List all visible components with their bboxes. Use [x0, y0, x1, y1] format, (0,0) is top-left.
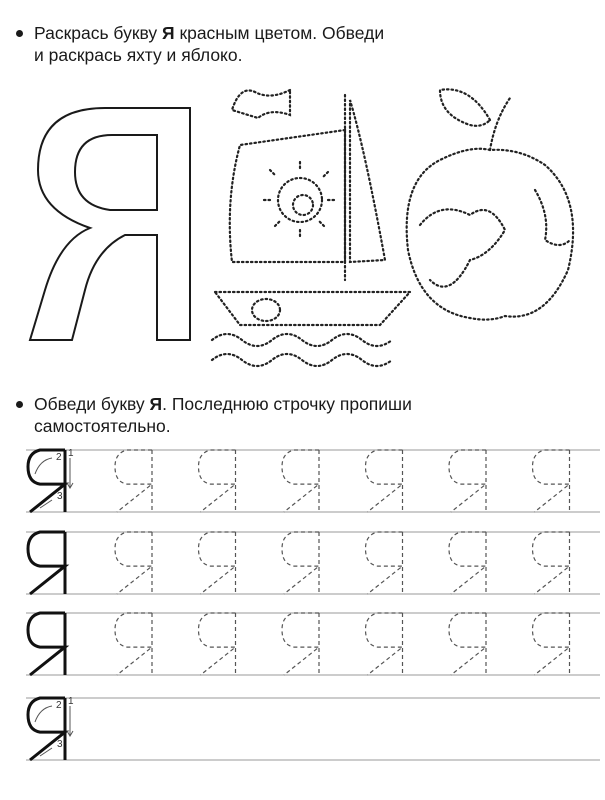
dashed-letter-trace	[449, 532, 486, 594]
text: Раскрась букву	[34, 23, 162, 43]
big-letter-outline	[30, 108, 190, 340]
dashed-letter-trace	[199, 613, 236, 675]
dashed-letter-trace	[533, 532, 570, 594]
arrow-icon	[35, 706, 52, 722]
dashed-letter-trace	[449, 613, 486, 675]
dashed-letter-trace	[282, 450, 319, 512]
dashed-letter-trace	[366, 450, 403, 512]
arrow-icon	[35, 458, 52, 474]
apple-picture	[407, 89, 573, 319]
dashed-letter-trace	[533, 450, 570, 512]
dashed-letter-trace	[199, 450, 236, 512]
dashed-letter-trace	[115, 450, 152, 512]
text: самостоятельно.	[34, 416, 171, 436]
stroke-number-3: 3	[57, 491, 63, 502]
handwriting-rows	[26, 450, 600, 760]
text: Обведи букву	[34, 394, 150, 414]
sample-letter	[28, 613, 65, 675]
stroke-number-1: 1	[68, 696, 74, 707]
text: . Последнюю строчку пропиши	[162, 394, 412, 414]
yacht-picture	[212, 90, 410, 366]
text: и раскрась яхту и яблоко.	[34, 45, 243, 65]
letter-bold: Я	[162, 23, 175, 43]
dashed-letter-trace	[115, 613, 152, 675]
dashed-letter-trace	[366, 613, 403, 675]
stroke-number-3: 3	[57, 739, 63, 750]
text: красным цветом. Обведи	[174, 23, 385, 43]
stroke-number-2: 2	[56, 700, 62, 711]
dashed-letter-trace	[449, 450, 486, 512]
dashed-letter-trace	[199, 532, 236, 594]
stroke-number-2: 2	[56, 452, 62, 463]
dashed-letter-trace	[366, 532, 403, 594]
dashed-letter-trace	[533, 613, 570, 675]
letter-bold: Я	[149, 394, 163, 414]
dashed-letter-trace	[282, 532, 319, 594]
stroke-number-1: 1	[68, 448, 74, 459]
dashed-letter-trace	[115, 532, 152, 594]
dashed-letter-trace	[282, 613, 319, 675]
sample-letter	[28, 532, 65, 594]
